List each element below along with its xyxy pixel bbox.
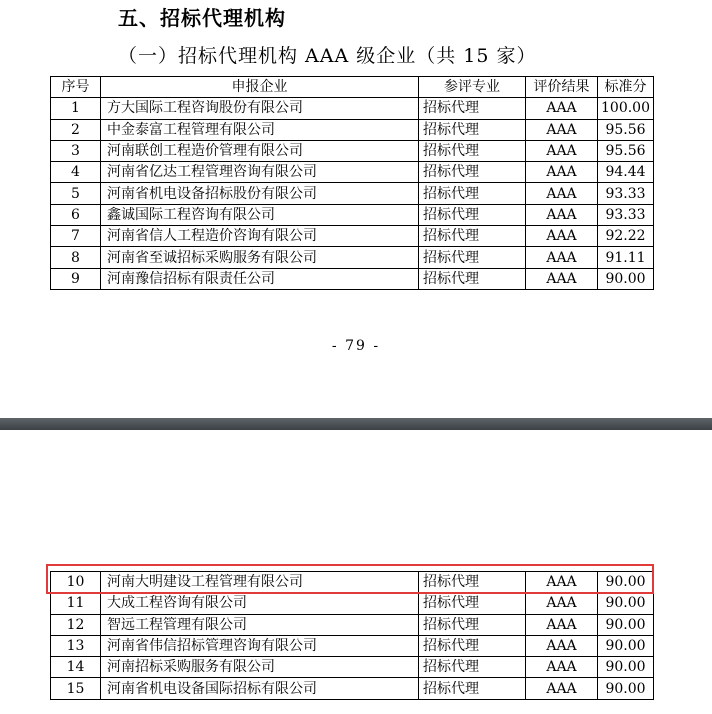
cell-company: 河南省伟信招标管理咨询有限公司 xyxy=(101,635,419,656)
cell-no: 7 xyxy=(51,226,101,247)
header-company: 申报企业 xyxy=(101,77,419,98)
cell-category: 招标代理 xyxy=(419,268,526,289)
table-row xyxy=(51,614,654,635)
cell-company: 河南省至诚招标采购服务有限公司 xyxy=(101,247,419,268)
sub-title: （一）招标代理机构 AAA 级企业（共 15 家） xyxy=(118,45,537,67)
cell-score: 90.00 xyxy=(598,268,654,289)
cell-result: AAA xyxy=(526,98,598,119)
cell-no: 6 xyxy=(51,204,101,225)
cell-no: 14 xyxy=(51,657,101,678)
table-row xyxy=(51,268,654,289)
cell-score: 95.56 xyxy=(598,119,654,140)
cell-category: 招标代理 xyxy=(419,593,526,614)
table-row xyxy=(51,572,654,593)
cell-score: 90.00 xyxy=(598,635,654,656)
cell-no: 15 xyxy=(51,678,101,699)
cell-category: 招标代理 xyxy=(419,657,526,678)
cell-company: 河南招标采购服务有限公司 xyxy=(101,657,419,678)
cell-result: AAA xyxy=(526,183,598,204)
cell-category: 招标代理 xyxy=(419,614,526,635)
cell-score: 91.11 xyxy=(598,247,654,268)
cell-result: AAA xyxy=(526,678,598,699)
cell-category: 招标代理 xyxy=(419,572,526,593)
header-result: 评价结果 xyxy=(526,77,598,98)
cell-score: 90.00 xyxy=(598,572,654,593)
page-separator xyxy=(0,418,712,430)
table-row xyxy=(51,162,654,183)
cell-result: AAA xyxy=(526,572,598,593)
cell-result: AAA xyxy=(526,204,598,225)
page-number: - 79 - xyxy=(331,338,381,354)
header-no: 序号 xyxy=(51,77,101,98)
header-category: 参评专业 xyxy=(419,77,526,98)
cell-category: 招标代理 xyxy=(419,140,526,161)
table-header-row xyxy=(51,77,654,98)
cell-no: 5 xyxy=(51,183,101,204)
cell-no: 4 xyxy=(51,162,101,183)
cell-result: AAA xyxy=(526,614,598,635)
cell-result: AAA xyxy=(526,268,598,289)
cell-no: 8 xyxy=(51,247,101,268)
cell-score: 92.22 xyxy=(598,226,654,247)
header-score: 标准分 xyxy=(598,77,654,98)
cell-category: 招标代理 xyxy=(419,678,526,699)
cell-no: 10 xyxy=(51,572,101,593)
table-row xyxy=(51,140,654,161)
cell-category: 招标代理 xyxy=(419,204,526,225)
table-row xyxy=(51,593,654,614)
cell-no: 2 xyxy=(51,119,101,140)
cell-result: AAA xyxy=(526,119,598,140)
cell-result: AAA xyxy=(526,162,598,183)
cell-category: 招标代理 xyxy=(419,98,526,119)
cell-company: 大成工程咨询有限公司 xyxy=(101,593,419,614)
cell-category: 招标代理 xyxy=(419,183,526,204)
cell-no: 9 xyxy=(51,268,101,289)
cell-result: AAA xyxy=(526,593,598,614)
cell-company: 河南省机电设备招标股份有限公司 xyxy=(101,183,419,204)
cell-score: 93.33 xyxy=(598,204,654,225)
cell-score: 94.44 xyxy=(598,162,654,183)
table-row xyxy=(51,635,654,656)
cell-result: AAA xyxy=(526,657,598,678)
agency-table-page1 xyxy=(50,76,654,290)
cell-score: 93.33 xyxy=(598,183,654,204)
cell-category: 招标代理 xyxy=(419,162,526,183)
table-row xyxy=(51,98,654,119)
cell-score: 90.00 xyxy=(598,593,654,614)
cell-company: 中金泰富工程管理有限公司 xyxy=(101,119,419,140)
table-row xyxy=(51,678,654,699)
cell-score: 100.00 xyxy=(598,98,654,119)
cell-no: 12 xyxy=(51,614,101,635)
cell-company: 河南豫信招标有限责任公司 xyxy=(101,268,419,289)
cell-company: 河南省亿达工程管理咨询有限公司 xyxy=(101,162,419,183)
cell-company: 智远工程管理有限公司 xyxy=(101,614,419,635)
cell-company: 河南大明建设工程管理有限公司 xyxy=(101,572,419,593)
table-row xyxy=(51,204,654,225)
cell-result: AAA xyxy=(526,226,598,247)
cell-result: AAA xyxy=(526,247,598,268)
cell-score: 90.00 xyxy=(598,657,654,678)
cell-no: 11 xyxy=(51,593,101,614)
cell-category: 招标代理 xyxy=(419,635,526,656)
table-row xyxy=(51,119,654,140)
cell-result: AAA xyxy=(526,635,598,656)
cell-company: 鑫诚国际工程咨询有限公司 xyxy=(101,204,419,225)
table-row xyxy=(51,247,654,268)
section-title: 五、招标代理机构 xyxy=(118,6,286,30)
cell-no: 1 xyxy=(51,98,101,119)
cell-no: 13 xyxy=(51,635,101,656)
cell-company: 河南联创工程造价管理有限公司 xyxy=(101,140,419,161)
cell-no: 3 xyxy=(51,140,101,161)
cell-score: 90.00 xyxy=(598,678,654,699)
cell-company: 河南省信人工程造价咨询有限公司 xyxy=(101,226,419,247)
cell-category: 招标代理 xyxy=(419,226,526,247)
cell-score: 90.00 xyxy=(598,614,654,635)
cell-category: 招标代理 xyxy=(419,247,526,268)
table-row xyxy=(51,226,654,247)
table-row xyxy=(51,183,654,204)
agency-table-page2 xyxy=(50,571,654,700)
cell-company: 河南省机电设备国际招标有限公司 xyxy=(101,678,419,699)
cell-company: 方大国际工程咨询股份有限公司 xyxy=(101,98,419,119)
table-row xyxy=(51,657,654,678)
cell-category: 招标代理 xyxy=(419,119,526,140)
cell-score: 95.56 xyxy=(598,140,654,161)
cell-result: AAA xyxy=(526,140,598,161)
